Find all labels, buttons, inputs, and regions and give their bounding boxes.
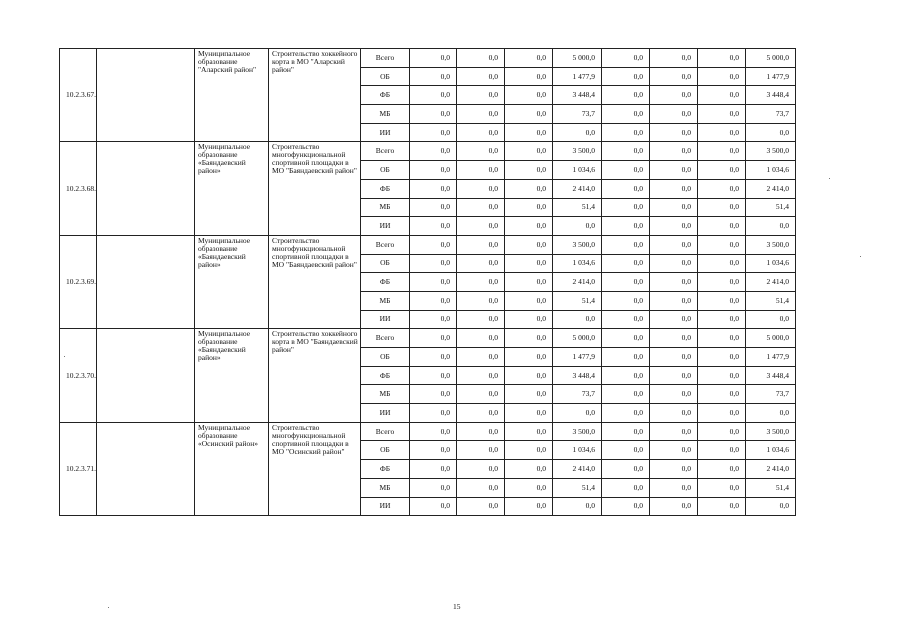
amount-cell: 0,0: [410, 235, 457, 254]
amount-cell: 3 500,0: [746, 142, 796, 161]
amount-cell: 0,0: [602, 291, 650, 310]
amount-cell: 1 034,6: [553, 254, 602, 273]
amount-cell: 0,0: [410, 105, 457, 124]
funding-source-label: МБ: [361, 198, 410, 217]
amount-cell: 0,0: [410, 385, 457, 404]
amount-cell: 1 477,9: [553, 67, 602, 86]
amount-cell: 0,0: [457, 329, 505, 348]
amount-cell: 0,0: [505, 198, 553, 217]
amount-cell: 0,0: [457, 404, 505, 423]
amount-cell: 51,4: [553, 198, 602, 217]
amount-cell: 0,0: [457, 497, 505, 516]
item-code: 10.2.3.67.: [60, 49, 97, 142]
amount-cell: 0,0: [457, 217, 505, 236]
amount-cell: 0,0: [410, 86, 457, 105]
amount-cell: 51,4: [553, 291, 602, 310]
amount-cell: 0,0: [410, 460, 457, 479]
amount-cell: 51,4: [746, 478, 796, 497]
amount-cell: 0,0: [410, 161, 457, 180]
amount-cell: 0,0: [650, 161, 698, 180]
amount-cell: 0,0: [457, 310, 505, 329]
table-row: [60, 235, 843, 254]
amount-cell: 0,0: [457, 460, 505, 479]
funding-source-label: ОБ: [361, 254, 410, 273]
amount-cell: 0,0: [410, 329, 457, 348]
amount-cell: 3 500,0: [746, 235, 796, 254]
amount-cell: 0,0: [650, 497, 698, 516]
amount-cell: 0,0: [698, 254, 746, 273]
amount-cell: 0,0: [505, 217, 553, 236]
amount-cell: 0,0: [650, 404, 698, 423]
amount-cell: 0,0: [410, 366, 457, 385]
amount-cell: 0,0: [457, 161, 505, 180]
amount-cell: 51,4: [553, 478, 602, 497]
amount-cell: 3 448,4: [746, 86, 796, 105]
amount-cell: 0,0: [553, 217, 602, 236]
amount-cell: 0,0: [505, 291, 553, 310]
amount-cell: 0,0: [505, 123, 553, 142]
item-code: 10.2.3.69.: [60, 235, 97, 328]
amount-cell: 0,0: [457, 385, 505, 404]
amount-cell: 0,0: [650, 217, 698, 236]
amount-cell: 0,0: [698, 366, 746, 385]
amount-cell: 0,0: [650, 105, 698, 124]
funding-source-label: ИИ: [361, 310, 410, 329]
funding-source-label: МБ: [361, 291, 410, 310]
amount-cell: 0,0: [746, 310, 796, 329]
amount-cell: 0,0: [698, 422, 746, 441]
amount-cell: 0,0: [410, 198, 457, 217]
amount-cell: 0,0: [698, 385, 746, 404]
amount-cell: 0,0: [410, 497, 457, 516]
amount-cell: 0,0: [602, 179, 650, 198]
amount-cell: 0,0: [602, 49, 650, 68]
amount-cell: 0,0: [505, 348, 553, 367]
amount-cell: 1 477,9: [746, 67, 796, 86]
amount-cell: 0,0: [698, 273, 746, 292]
amount-cell: 0,0: [410, 273, 457, 292]
activity-name-cell: Строительство многофункциональной спортивной площадки в МО "Осинский район": [269, 422, 361, 515]
funding-source-label: ФБ: [361, 86, 410, 105]
activity-name-cell: Строительство хоккейного корта в МО "Баяндаевский район": [269, 329, 361, 422]
amount-cell: 0,0: [505, 105, 553, 124]
amount-cell: 0,0: [602, 460, 650, 479]
executor-cell: Муниципальное образование «Осинский район»: [195, 422, 269, 515]
funding-source-label: Всего: [361, 329, 410, 348]
amount-cell: 0,0: [457, 291, 505, 310]
funding-source-label: Всего: [361, 142, 410, 161]
funding-source-label: ОБ: [361, 348, 410, 367]
amount-cell: 0,0: [602, 161, 650, 180]
amount-cell: 0,0: [698, 329, 746, 348]
amount-cell: 0,0: [410, 310, 457, 329]
funding-source-label: ИИ: [361, 217, 410, 236]
amount-cell: 1 034,6: [746, 161, 796, 180]
amount-cell: 0,0: [505, 273, 553, 292]
amount-cell: 0,0: [457, 105, 505, 124]
amount-cell: 2 414,0: [553, 179, 602, 198]
amount-cell: 0,0: [698, 441, 746, 460]
amount-cell: 2 414,0: [746, 460, 796, 479]
amount-cell: 0,0: [602, 366, 650, 385]
amount-cell: 0,0: [457, 366, 505, 385]
amount-cell: 3 500,0: [553, 422, 602, 441]
amount-cell: 0,0: [602, 441, 650, 460]
executor-cell: Муниципальное образование «Баяндаевский район»: [195, 142, 269, 235]
funding-source-label: ИИ: [361, 404, 410, 423]
amount-cell: 3 500,0: [553, 235, 602, 254]
amount-cell: 0,0: [505, 67, 553, 86]
amount-cell: 0,0: [698, 179, 746, 198]
amount-cell: 2 414,0: [746, 179, 796, 198]
amount-cell: 0,0: [602, 217, 650, 236]
amount-cell: 73,7: [746, 385, 796, 404]
amount-cell: 0,0: [602, 329, 650, 348]
amount-cell: 0,0: [410, 142, 457, 161]
item-code: 10.2.3.71.: [60, 422, 97, 515]
amount-cell: 0,0: [602, 67, 650, 86]
funding-source-label: ФБ: [361, 460, 410, 479]
amount-cell: 0,0: [746, 123, 796, 142]
amount-cell: 0,0: [698, 497, 746, 516]
amount-cell: 0,0: [505, 404, 553, 423]
amount-cell: 0,0: [457, 441, 505, 460]
amount-cell: 0,0: [650, 198, 698, 217]
amount-cell: 0,0: [650, 329, 698, 348]
amount-cell: 0,0: [602, 348, 650, 367]
funding-source-label: Всего: [361, 235, 410, 254]
amount-cell: 0,0: [553, 497, 602, 516]
amount-cell: 0,0: [698, 404, 746, 423]
amount-cell: 0,0: [698, 291, 746, 310]
amount-cell: 0,0: [602, 254, 650, 273]
amount-cell: 0,0: [505, 366, 553, 385]
amount-cell: 0,0: [602, 422, 650, 441]
amount-cell: 3 500,0: [553, 142, 602, 161]
amount-cell: 51,4: [746, 198, 796, 217]
executor-cell: Муниципальное образование «Баяндаевский район»: [195, 329, 269, 422]
amount-cell: 0,0: [602, 123, 650, 142]
amount-cell: 0,0: [410, 123, 457, 142]
amount-cell: 0,0: [650, 86, 698, 105]
activity-name-cell: Строительство многофункциональной спортивной площадки в МО "Баяндаевский район": [269, 235, 361, 328]
amount-cell: 0,0: [410, 404, 457, 423]
amount-cell: 0,0: [698, 478, 746, 497]
amount-cell: 0,0: [410, 422, 457, 441]
amount-cell: 0,0: [410, 348, 457, 367]
amount-cell: 0,0: [505, 310, 553, 329]
amount-cell: 0,0: [410, 478, 457, 497]
amount-cell: 0,0: [746, 497, 796, 516]
amount-cell: 0,0: [410, 441, 457, 460]
table-row: [60, 329, 843, 348]
funding-source-label: ФБ: [361, 366, 410, 385]
amount-cell: 0,0: [410, 67, 457, 86]
amount-cell: 0,0: [602, 273, 650, 292]
amount-cell: 0,0: [505, 86, 553, 105]
funding-source-label: ФБ: [361, 179, 410, 198]
funding-source-label: МБ: [361, 478, 410, 497]
amount-cell: 0,0: [698, 310, 746, 329]
amount-cell: 1 034,6: [746, 254, 796, 273]
amount-cell: 51,4: [746, 291, 796, 310]
funding-source-label: ИИ: [361, 497, 410, 516]
amount-cell: 0,0: [505, 422, 553, 441]
amount-cell: 0,0: [650, 291, 698, 310]
amount-cell: 0,0: [553, 404, 602, 423]
activity-name-cell: Строительство хоккейного корта в МО "Аларский район": [269, 49, 361, 142]
amount-cell: 0,0: [698, 86, 746, 105]
amount-cell: 0,0: [505, 329, 553, 348]
amount-cell: 0,0: [650, 235, 698, 254]
amount-cell: 0,0: [457, 422, 505, 441]
amount-cell: 0,0: [457, 235, 505, 254]
amount-cell: 0,0: [457, 198, 505, 217]
amount-cell: 0,0: [698, 217, 746, 236]
funding-source-label: ФБ: [361, 273, 410, 292]
amount-cell: 0,0: [698, 67, 746, 86]
amount-cell: 0,0: [698, 161, 746, 180]
amount-cell: 1 477,9: [746, 348, 796, 367]
amount-cell: 0,0: [457, 478, 505, 497]
scan-speck: [860, 256, 861, 257]
amount-cell: 0,0: [457, 179, 505, 198]
amount-cell: 0,0: [650, 441, 698, 460]
amount-cell: 0,0: [650, 179, 698, 198]
amount-cell: 0,0: [602, 478, 650, 497]
scan-speck: [108, 607, 109, 608]
amount-cell: 0,0: [457, 273, 505, 292]
amount-cell: 5 000,0: [553, 329, 602, 348]
amount-cell: 3 448,4: [553, 366, 602, 385]
amount-cell: 0,0: [505, 49, 553, 68]
amount-cell: 0,0: [457, 348, 505, 367]
amount-cell: 73,7: [553, 105, 602, 124]
amount-cell: 0,0: [457, 86, 505, 105]
scan-speck: [829, 178, 830, 179]
amount-cell: 5 000,0: [746, 329, 796, 348]
amount-cell: 0,0: [457, 254, 505, 273]
amount-cell: 0,0: [650, 67, 698, 86]
amount-cell: 0,0: [457, 123, 505, 142]
funding-source-label: ОБ: [361, 441, 410, 460]
amount-cell: 0,0: [698, 105, 746, 124]
amount-cell: 0,0: [505, 142, 553, 161]
amount-cell: 0,0: [602, 385, 650, 404]
amount-cell: 0,0: [505, 254, 553, 273]
amount-cell: 0,0: [410, 291, 457, 310]
amount-cell: 0,0: [746, 217, 796, 236]
amount-cell: 0,0: [457, 49, 505, 68]
amount-cell: 5 000,0: [553, 49, 602, 68]
executor-cell: Муниципальное образование "Аларский район": [195, 49, 269, 142]
amount-cell: 0,0: [553, 123, 602, 142]
amount-cell: 0,0: [698, 460, 746, 479]
amount-cell: 0,0: [602, 497, 650, 516]
funding-source-label: МБ: [361, 385, 410, 404]
funding-source-label: ОБ: [361, 161, 410, 180]
amount-cell: 0,0: [505, 385, 553, 404]
amount-cell: 0,0: [602, 86, 650, 105]
amount-cell: 0,0: [505, 497, 553, 516]
empty-cell: [97, 329, 195, 422]
amount-cell: 0,0: [505, 478, 553, 497]
executor-cell: Муниципальное образование «Баяндаевский район»: [195, 235, 269, 328]
amount-cell: 3 500,0: [746, 422, 796, 441]
amount-cell: 0,0: [602, 142, 650, 161]
amount-cell: 0,0: [650, 273, 698, 292]
amount-cell: 0,0: [410, 179, 457, 198]
amount-cell: 0,0: [457, 67, 505, 86]
amount-cell: 0,0: [410, 217, 457, 236]
budget-table: [59, 48, 843, 516]
amount-cell: 0,0: [650, 142, 698, 161]
funding-source-label: ИИ: [361, 123, 410, 142]
amount-cell: 0,0: [410, 254, 457, 273]
amount-cell: 0,0: [505, 235, 553, 254]
amount-cell: 3 448,4: [553, 86, 602, 105]
amount-cell: 0,0: [602, 404, 650, 423]
amount-cell: 0,0: [650, 348, 698, 367]
amount-cell: 2 414,0: [553, 460, 602, 479]
funding-source-label: Всего: [361, 422, 410, 441]
amount-cell: 0,0: [505, 460, 553, 479]
amount-cell: 0,0: [650, 422, 698, 441]
table-row: [60, 142, 843, 161]
amount-cell: 1 034,6: [553, 441, 602, 460]
amount-cell: 0,0: [553, 310, 602, 329]
amount-cell: 1 034,6: [746, 441, 796, 460]
amount-cell: 0,0: [410, 49, 457, 68]
table-row: [60, 49, 843, 68]
amount-cell: 0,0: [698, 235, 746, 254]
amount-cell: 0,0: [698, 49, 746, 68]
amount-cell: 0,0: [650, 310, 698, 329]
amount-cell: 3 448,4: [746, 366, 796, 385]
amount-cell: 0,0: [602, 198, 650, 217]
amount-cell: 0,0: [650, 460, 698, 479]
amount-cell: 0,0: [602, 235, 650, 254]
funding-source-label: ОБ: [361, 67, 410, 86]
amount-cell: 73,7: [746, 105, 796, 124]
amount-cell: 0,0: [698, 123, 746, 142]
amount-cell: 0,0: [650, 385, 698, 404]
amount-cell: 0,0: [650, 254, 698, 273]
item-code: 10.2.3.70.: [60, 329, 97, 422]
amount-cell: 0,0: [505, 441, 553, 460]
amount-cell: 0,0: [602, 310, 650, 329]
amount-cell: 0,0: [650, 366, 698, 385]
empty-cell: [97, 49, 195, 142]
amount-cell: 0,0: [746, 404, 796, 423]
empty-cell: [97, 142, 195, 235]
amount-cell: 0,0: [698, 348, 746, 367]
scan-speck: [64, 356, 65, 357]
amount-cell: 2 414,0: [746, 273, 796, 292]
amount-cell: 73,7: [553, 385, 602, 404]
amount-cell: 0,0: [505, 161, 553, 180]
amount-cell: 0,0: [505, 179, 553, 198]
amount-cell: 1 034,6: [553, 161, 602, 180]
amount-cell: 2 414,0: [553, 273, 602, 292]
item-code: 10.2.3.68.: [60, 142, 97, 235]
empty-cell: [97, 235, 195, 328]
amount-cell: 0,0: [650, 123, 698, 142]
amount-cell: 0,0: [698, 142, 746, 161]
amount-cell: 5 000,0: [746, 49, 796, 68]
amount-cell: 0,0: [650, 49, 698, 68]
amount-cell: 0,0: [698, 198, 746, 217]
table-row: [60, 422, 843, 441]
amount-cell: 0,0: [602, 105, 650, 124]
amount-cell: 0,0: [650, 478, 698, 497]
amount-cell: 0,0: [457, 142, 505, 161]
amount-cell: 1 477,9: [553, 348, 602, 367]
funding-source-label: Всего: [361, 49, 410, 68]
activity-name-cell: Строительство многофункциональной спортивной площадки в МО "Баяндаевский район": [269, 142, 361, 235]
page-number: 15: [453, 602, 461, 611]
funding-source-label: МБ: [361, 105, 410, 124]
empty-cell: [97, 422, 195, 515]
